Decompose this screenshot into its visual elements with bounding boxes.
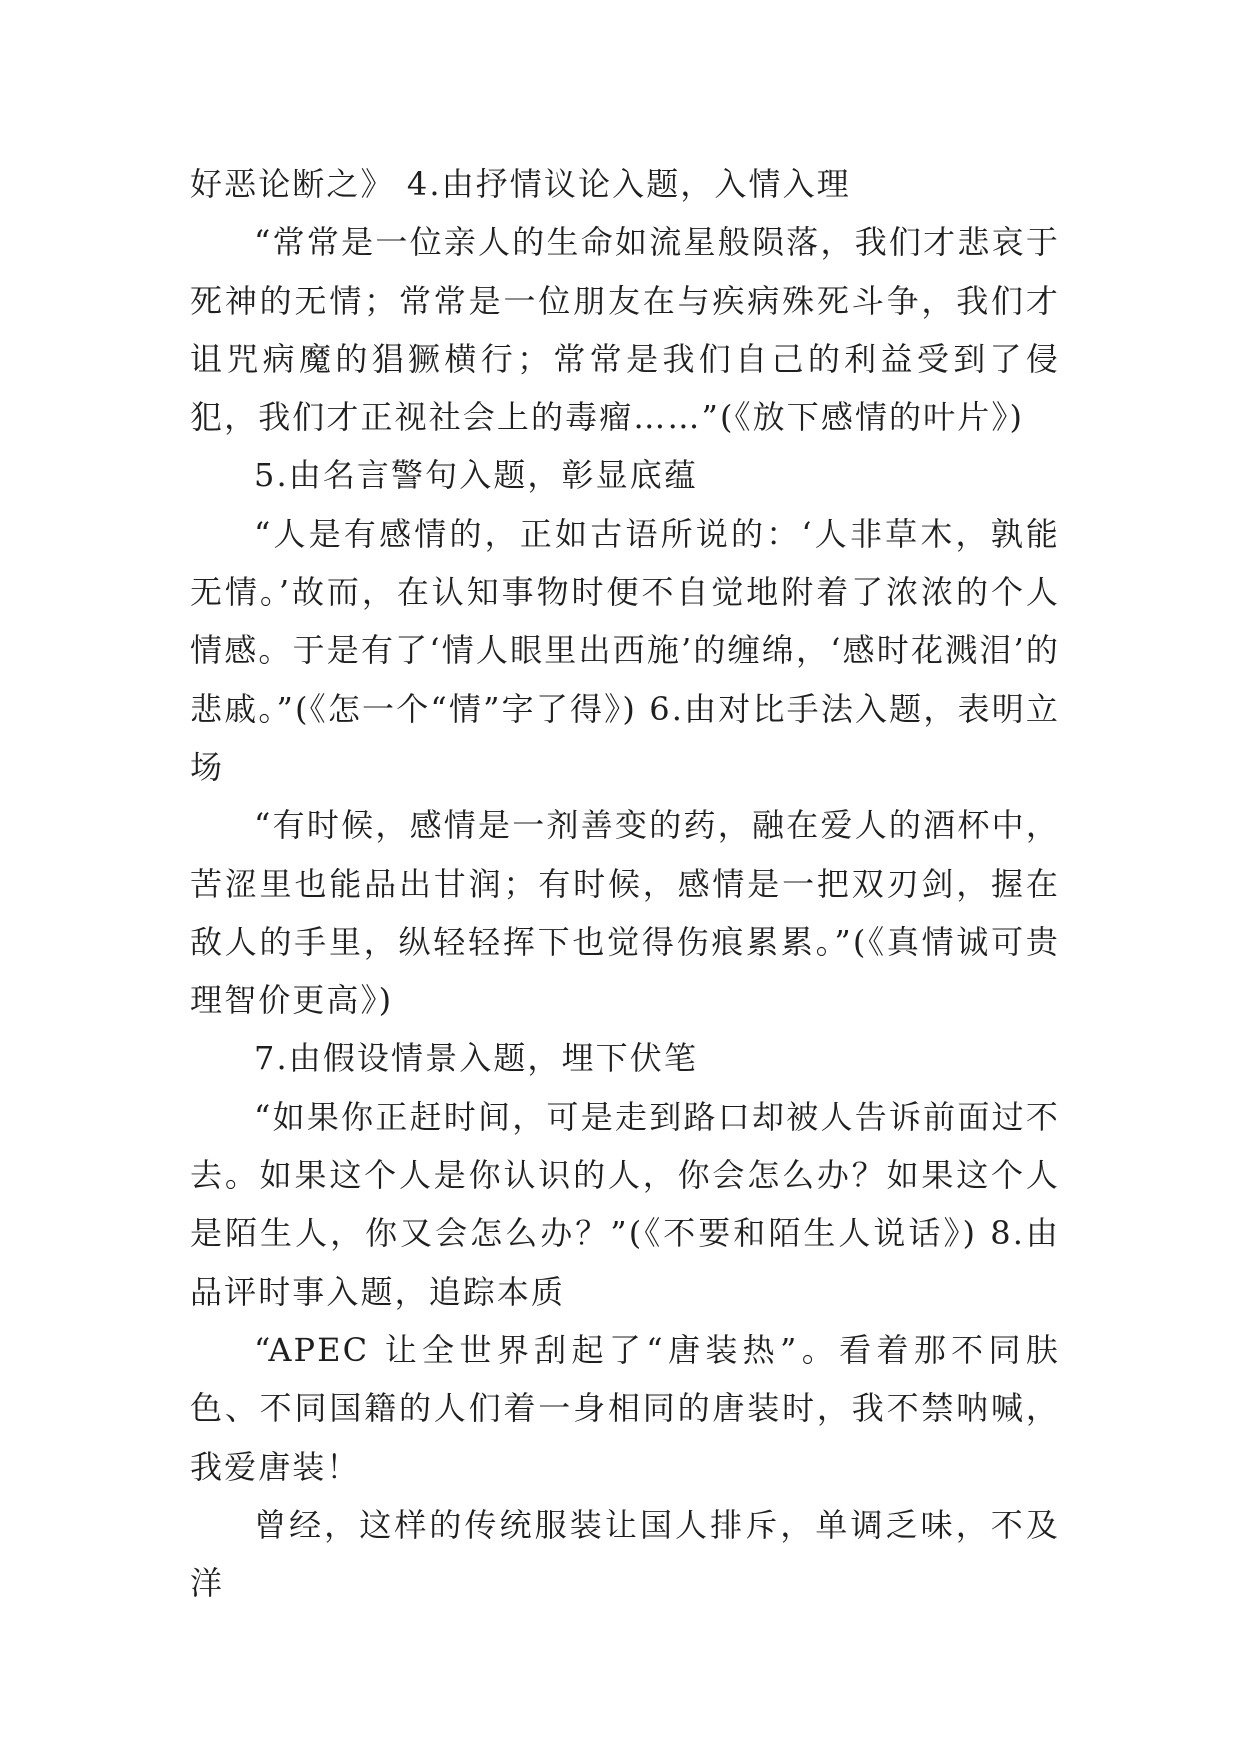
paragraph: “有时候，感情是一剂善变的药，融在爱人的酒杯中，苦涩里也能品出甘润；有时候，感情是一把双刃剑，握在敌人的手里，纵轻轻挥下也觉得伤痕累累。”(《真情诚可贵理智价更高》) — [190, 806, 1060, 1020]
paragraph: “人是有感情的，正如古语所说的：‘人非草木，孰能无情。’故而，在认知事物时便不自觉地附着了浓浓的个人情感。于是有了‘情人眼里出西施’的缠绵，‘感时花溅泪’的悲戚。”(《怎一个“情”字了得》) 6.由对比手法入题，表明立场 — [190, 514, 1060, 786]
section-heading: 7.由假设情景入题，埋下伏笔 — [254, 1039, 698, 1078]
section-heading: 5.由名言警句入题，彰显底蕴 — [254, 456, 698, 495]
paragraph: 曾经，这样的传统服装让国人排斥，单调乏味，不及洋 — [190, 1505, 1060, 1603]
paragraph: “常常是一位亲人的生命如流星般陨落，我们才悲哀于死神的无情；常常是一位朋友在与疾病殊死斗争，我们才诅咒病魔的猖獗横行；常常是我们自己的利益受到了侵犯，我们才正视社会上的毒瘤……”(《放下感情的叶片》) — [190, 223, 1060, 437]
paragraph: “APEC 让全世界刮起了“唐装热”。看着那不同肤色、不同国籍的人们着一身相同的唐装时，我不禁呐喊，我爱唐装！ — [190, 1330, 1060, 1486]
paragraph: “如果你正赶时间，可是走到路口却被人告诉前面过不去。如果这个人是你认识的人，你会怎么办？如果这个人是陌生人，你又会怎么办？”(《不要和陌生人说话》) 8.由品评时事入题，追踪本质 — [190, 1097, 1060, 1311]
document-body — [190, 155, 1060, 1612]
paragraph: 好恶论断之》 4.由抒情议论入题，入情入理 — [190, 165, 851, 203]
